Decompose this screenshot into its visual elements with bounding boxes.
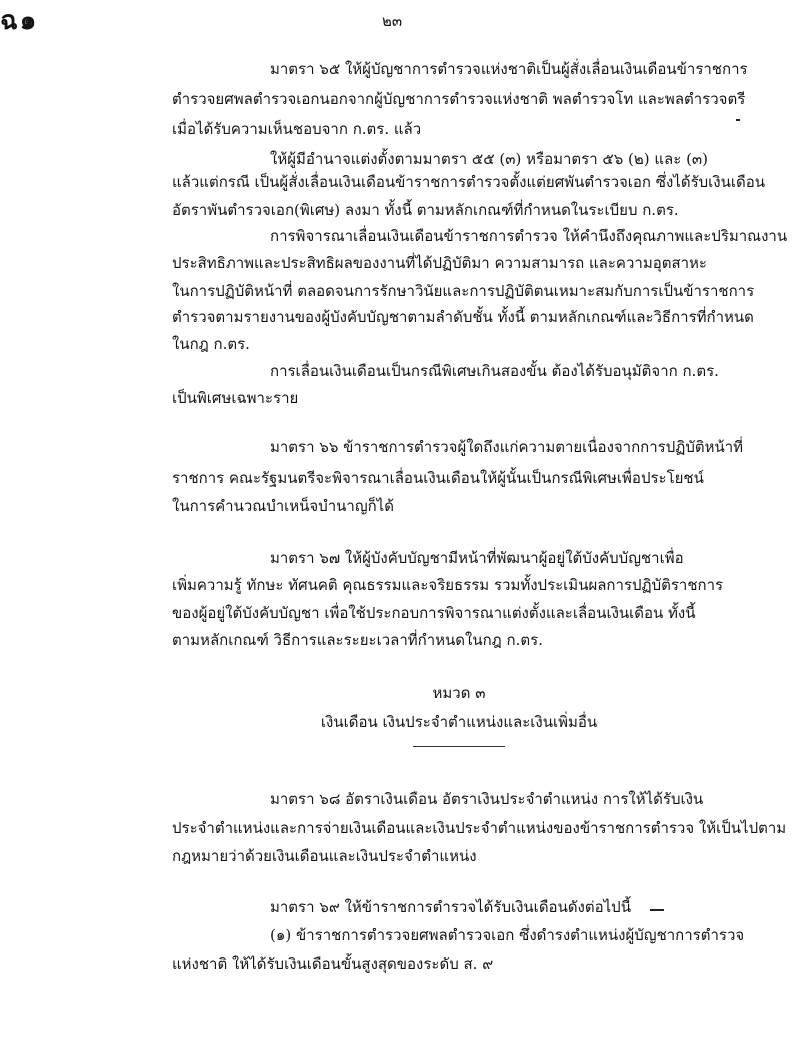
section-66-line-3: ในการคำนวณบำเหน็จบำนาญก็ได้ bbox=[172, 497, 394, 515]
section-65-para-3-line-1: การพิจารณาเลื่อนเงินเดือนข้าราชการตำรวจ ให้คำนึงถึงคุณภาพและปริมาณงาน bbox=[270, 227, 788, 245]
section-65-para-3-line-3: ในการปฏิบัติหน้าที่ ตลอดจนการรักษาวินัยและการปฏิบัติตนเหมาะสมกับการเป็นข้าราชการ bbox=[172, 282, 755, 300]
section-67-line-3: ของผู้อยู่ใต้บังคับบัญชา เพื่อใช้ประกอบการพิจารณาแต่งตั้งและเลื่อนเงินเดือน ทั้งนี้ bbox=[172, 604, 696, 622]
section-65-para-4-line-1: การเลื่อนเงินเดือนเป็นกรณีพิเศษเกินสองขั้น ต้องได้รับอนุมัติจาก ก.ตร. bbox=[270, 362, 719, 380]
section-66-line-2: ราชการ คณะรัฐมนตรีจะพิจารณาเลื่อนเงินเดือนให้ผู้นั้นเป็นกรณีพิเศษเพื่อประโยชน์ bbox=[172, 469, 704, 487]
chapter-title: เงินเดือน เงินประจำตำแหน่งและเงินเพิ่มอื่น bbox=[320, 713, 598, 731]
section-67-line-4: ตามหลักเกณฑ์ วิธีการและระยะเวลาที่กำหนดในกฎ ก.ตร. bbox=[172, 631, 543, 649]
section-65-para-3-line-4: ตำรวจตามรายงานของผู้บังคับบัญชาตามลำดับชั้น ทั้งนี้ ตามหลักเกณฑ์และวิธีการที่กำหนด bbox=[172, 308, 754, 326]
section-65-line-1: มาตรา ๖๕ ให้ผู้บัญชาการตำรวจแห่งชาติเป็นผู้สั่งเลื่อนเงินเดือนข้าราชการ bbox=[270, 60, 748, 78]
section-65-para-3-line-2: ประสิทธิภาพและประสิทธิผลของงานที่ได้ปฏิบัติมา ความสามารถ และความอุตสาหะ bbox=[172, 254, 707, 272]
corner-handwritten-mark: ฉ๑ bbox=[0, 6, 39, 36]
section-67-line-1: มาตรา ๖๗ ให้ผู้บังคับบัญชามีหน้าที่พัฒนาผู้อยู่ใต้บังคับบัญชาเพื่อ bbox=[270, 549, 684, 567]
section-65-para-2-line-1: ให้ผู้มีอำนาจแต่งตั้งตามมาตรา ๕๕ (๓) หรือมาตรา ๕๖ (๒) และ (๓) bbox=[270, 150, 709, 168]
section-68-line-2: ประจำตำแหน่งและการจ่ายเงินเดือนและเงินประจำตำแหน่งของข้าราชการตำรวจ ให้เป็นไปตาม bbox=[172, 819, 787, 837]
section-65-para-3-line-5: ในกฎ ก.ตร. bbox=[172, 335, 250, 353]
section-65-para-4-line-2: เป็นพิเศษเฉพาะราย bbox=[172, 389, 299, 407]
section-65-line-2: ตำรวจยศพลตำรวจเอกนอกจากผู้บัญชาการตำรวจแห่งชาติ พลตำรวจโท และพลตำรวจตรี bbox=[172, 90, 746, 108]
scan-dash bbox=[650, 909, 664, 911]
section-65-para-2-line-2: แล้วแต่กรณี เป็นผู้สั่งเลื่อนเงินเดือนข้าราชการตำรวจตั้งแต่ยศพันตำรวจเอก ซึ่งได้รับเงินเดือน bbox=[172, 173, 765, 191]
scan-speck bbox=[736, 119, 740, 121]
section-65-line-3: เมื่อได้รับความเห็นชอบจาก ก.ตร. แล้ว bbox=[172, 120, 422, 138]
section-66-line-1: มาตรา ๖๖ ข้าราชการตำรวจผู้ใดถึงแก่ความตายเนื่องจากการปฏิบัติหน้าที่ bbox=[270, 438, 744, 456]
page-number: ๒๓ bbox=[382, 12, 403, 30]
section-65-para-2-line-3: อัตราพันตำรวจเอก(พิเศษ) ลงมา ทั้งนี้ ตามหลักเกณฑ์ที่กำหนดในระเบียบ ก.ตร. bbox=[172, 201, 679, 219]
section-68-line-3: กฎหมายว่าด้วยเงินเดือนและเงินประจำตำแหน่ง bbox=[172, 847, 477, 865]
section-67-line-2: เพิ่มความรู้ ทักษะ ทัศนคติ คุณธรรมและจริยธรรม รวมทั้งประเมินผลการปฏิบัติราชการ bbox=[172, 576, 724, 594]
section-69-item-1-line-2: แห่งชาติ ให้ได้รับเงินเดือนขั้นสูงสุดของระดับ ส. ๙ bbox=[172, 955, 494, 973]
section-68-line-1: มาตรา ๖๘ อัตราเงินเดือน อัตราเงินประจำตำแหน่ง การให้ได้รับเงิน bbox=[270, 790, 704, 808]
chapter-heading: หมวด ๓ bbox=[432, 684, 486, 702]
section-69-line-1: มาตรา ๖๙ ให้ข้าราชการตำรวจได้รับเงินเดือนดังต่อไปนี้ bbox=[270, 898, 631, 916]
section-69-item-1-line-1: (๑) ข้าราชการตำรวจยศพลตำรวจเอก ซึ่งดำรงตำแหน่งผู้บัญชาการตำรวจ bbox=[270, 926, 745, 944]
chapter-divider bbox=[413, 746, 505, 747]
